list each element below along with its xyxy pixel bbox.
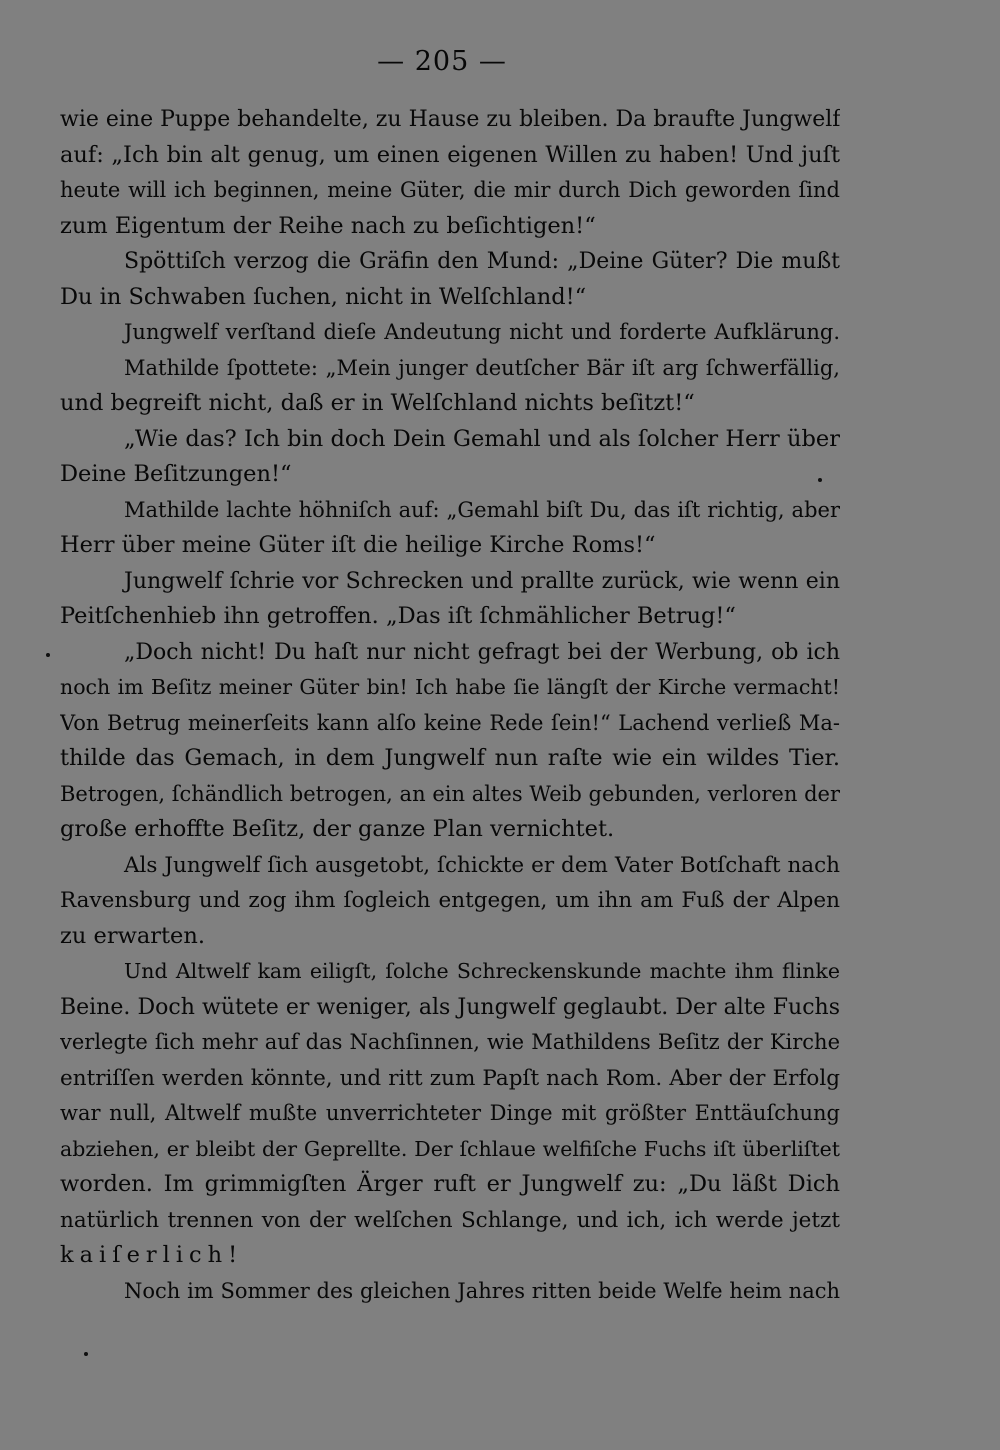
text-line: große erhoffte Beſitz, der ganze Plan vernichtet.: [60, 816, 615, 842]
text-line: kaiſerlich!: [60, 1242, 244, 1268]
text-line: war null, Altwelf mußte unverrichteter Dinge mit größter Enttäuſchung: [60, 1101, 840, 1125]
text-line: Herr über meine Güter iſt die heilige Kirche Roms!“: [60, 532, 656, 558]
body-text: [60, 102, 840, 1309]
text-line: heute will ich beginnen, meine Güter, die mir durch Dich geworden ſind: [60, 178, 840, 202]
text-line: Betrogen, ſchändlich betrogen, an ein altes Weib gebunden, verloren der: [60, 781, 840, 806]
text-line: zu erwarten.: [60, 922, 205, 949]
text-line: Ravensburg und zog ihm ſogleich entgegen, um ihn am Fuß der Alpen: [60, 888, 840, 913]
page-number: — 205 —: [377, 46, 507, 77]
text-line: Von Betrug meinerſeits kann alſo keine Rede ſein!“ Lachend verließ Ma-: [60, 710, 840, 735]
text-line: Und Altwelf kam eiligſt, ſolche Schreckenskunde machte ihm flinke: [124, 959, 840, 983]
text-line: worden. Im grimmigſten Ärger ruft er Jungwelf zu: „Du läßt Dich: [60, 1171, 840, 1197]
text-line: zum Eigentum der Reihe nach zu beſichtigen!“: [60, 212, 596, 239]
print-speck: [818, 478, 822, 482]
text-line: verlegte ſich mehr auf das Nachſinnen, wie Mathildens Beſitz der Kirche: [60, 1030, 840, 1054]
text-line: Als Jungwelf ſich ausgetobt, ſchickte er dem Vater Botſchaft nach: [124, 852, 840, 878]
text-line: thilde das Gemach, in dem Jungwelf nun raſte wie ein wildes Tier.: [60, 745, 840, 771]
text-line: entriſſen werden könnte, und ritt zum Papſt nach Rom. Aber der Erfolg: [60, 1065, 840, 1091]
text-line: Spöttiſch verzog die Gräfin den Mund: „Deine Güter? Die mußt: [124, 249, 840, 274]
text-line: „Wie das? Ich bin doch Dein Gemahl und als ſolcher Herr über: [124, 425, 840, 452]
text-line: auf: „Ich bin alt genug, um einen eigenen Willen zu haben! Und juſt: [60, 141, 840, 168]
text-line: Noch im Sommer des gleichen Jahres ritten beide Welfe heim nach: [124, 1278, 840, 1303]
text-line: Jungwelf ſchrie vor Schrecken und prallte zurück, wie wenn ein: [124, 568, 840, 594]
text-line: „Doch nicht! Du haſt nur nicht gefragt bei der Werbung, ob ich: [124, 639, 840, 665]
text-line: Du in Schwaben ſuchen, nicht in Welſchland!“: [60, 283, 587, 310]
text-line: wie eine Puppe behandelte, zu Hause zu bleiben. Da braufte Jungwelf: [60, 107, 840, 132]
text-line: noch im Beſitz meiner Güter bin! Ich habe ſie längſt der Kirche vermacht!: [60, 675, 840, 699]
text-line: Mathilde lachte höhniſch auf: „Gemahl biſt Du, das iſt richtig, aber: [124, 497, 840, 522]
text-line: Beine. Doch wütete er weniger, als Jungwelf geglaubt. Der alte Fuchs: [60, 994, 840, 1020]
text-line: Peitſchenhieb ihn getroffen. „Das iſt ſchmählicher Betrug!“: [60, 603, 736, 629]
text-line: und begreift nicht, daß er in Welſchland nichts beſitzt!“: [60, 390, 695, 416]
text-line: abziehen, er bleibt der Geprellte. Der ſchlaue welfiſche Fuchs iſt überliſtet: [60, 1136, 840, 1161]
text-line: natürlich trennen von der welſchen Schlange, und ich, ich werde jetzt: [60, 1207, 840, 1233]
text-line: Deine Beſitzungen!“: [60, 461, 292, 487]
text-line: Jungwelf verſtand dieſe Andeutung nicht und forderte Aufklärung.: [124, 320, 840, 344]
print-speck: [46, 653, 50, 657]
text-line: Mathilde ſpottete: „Mein junger deutſcher Bär iſt arg ſchwerfällig,: [124, 355, 840, 380]
print-speck: [84, 1352, 88, 1356]
